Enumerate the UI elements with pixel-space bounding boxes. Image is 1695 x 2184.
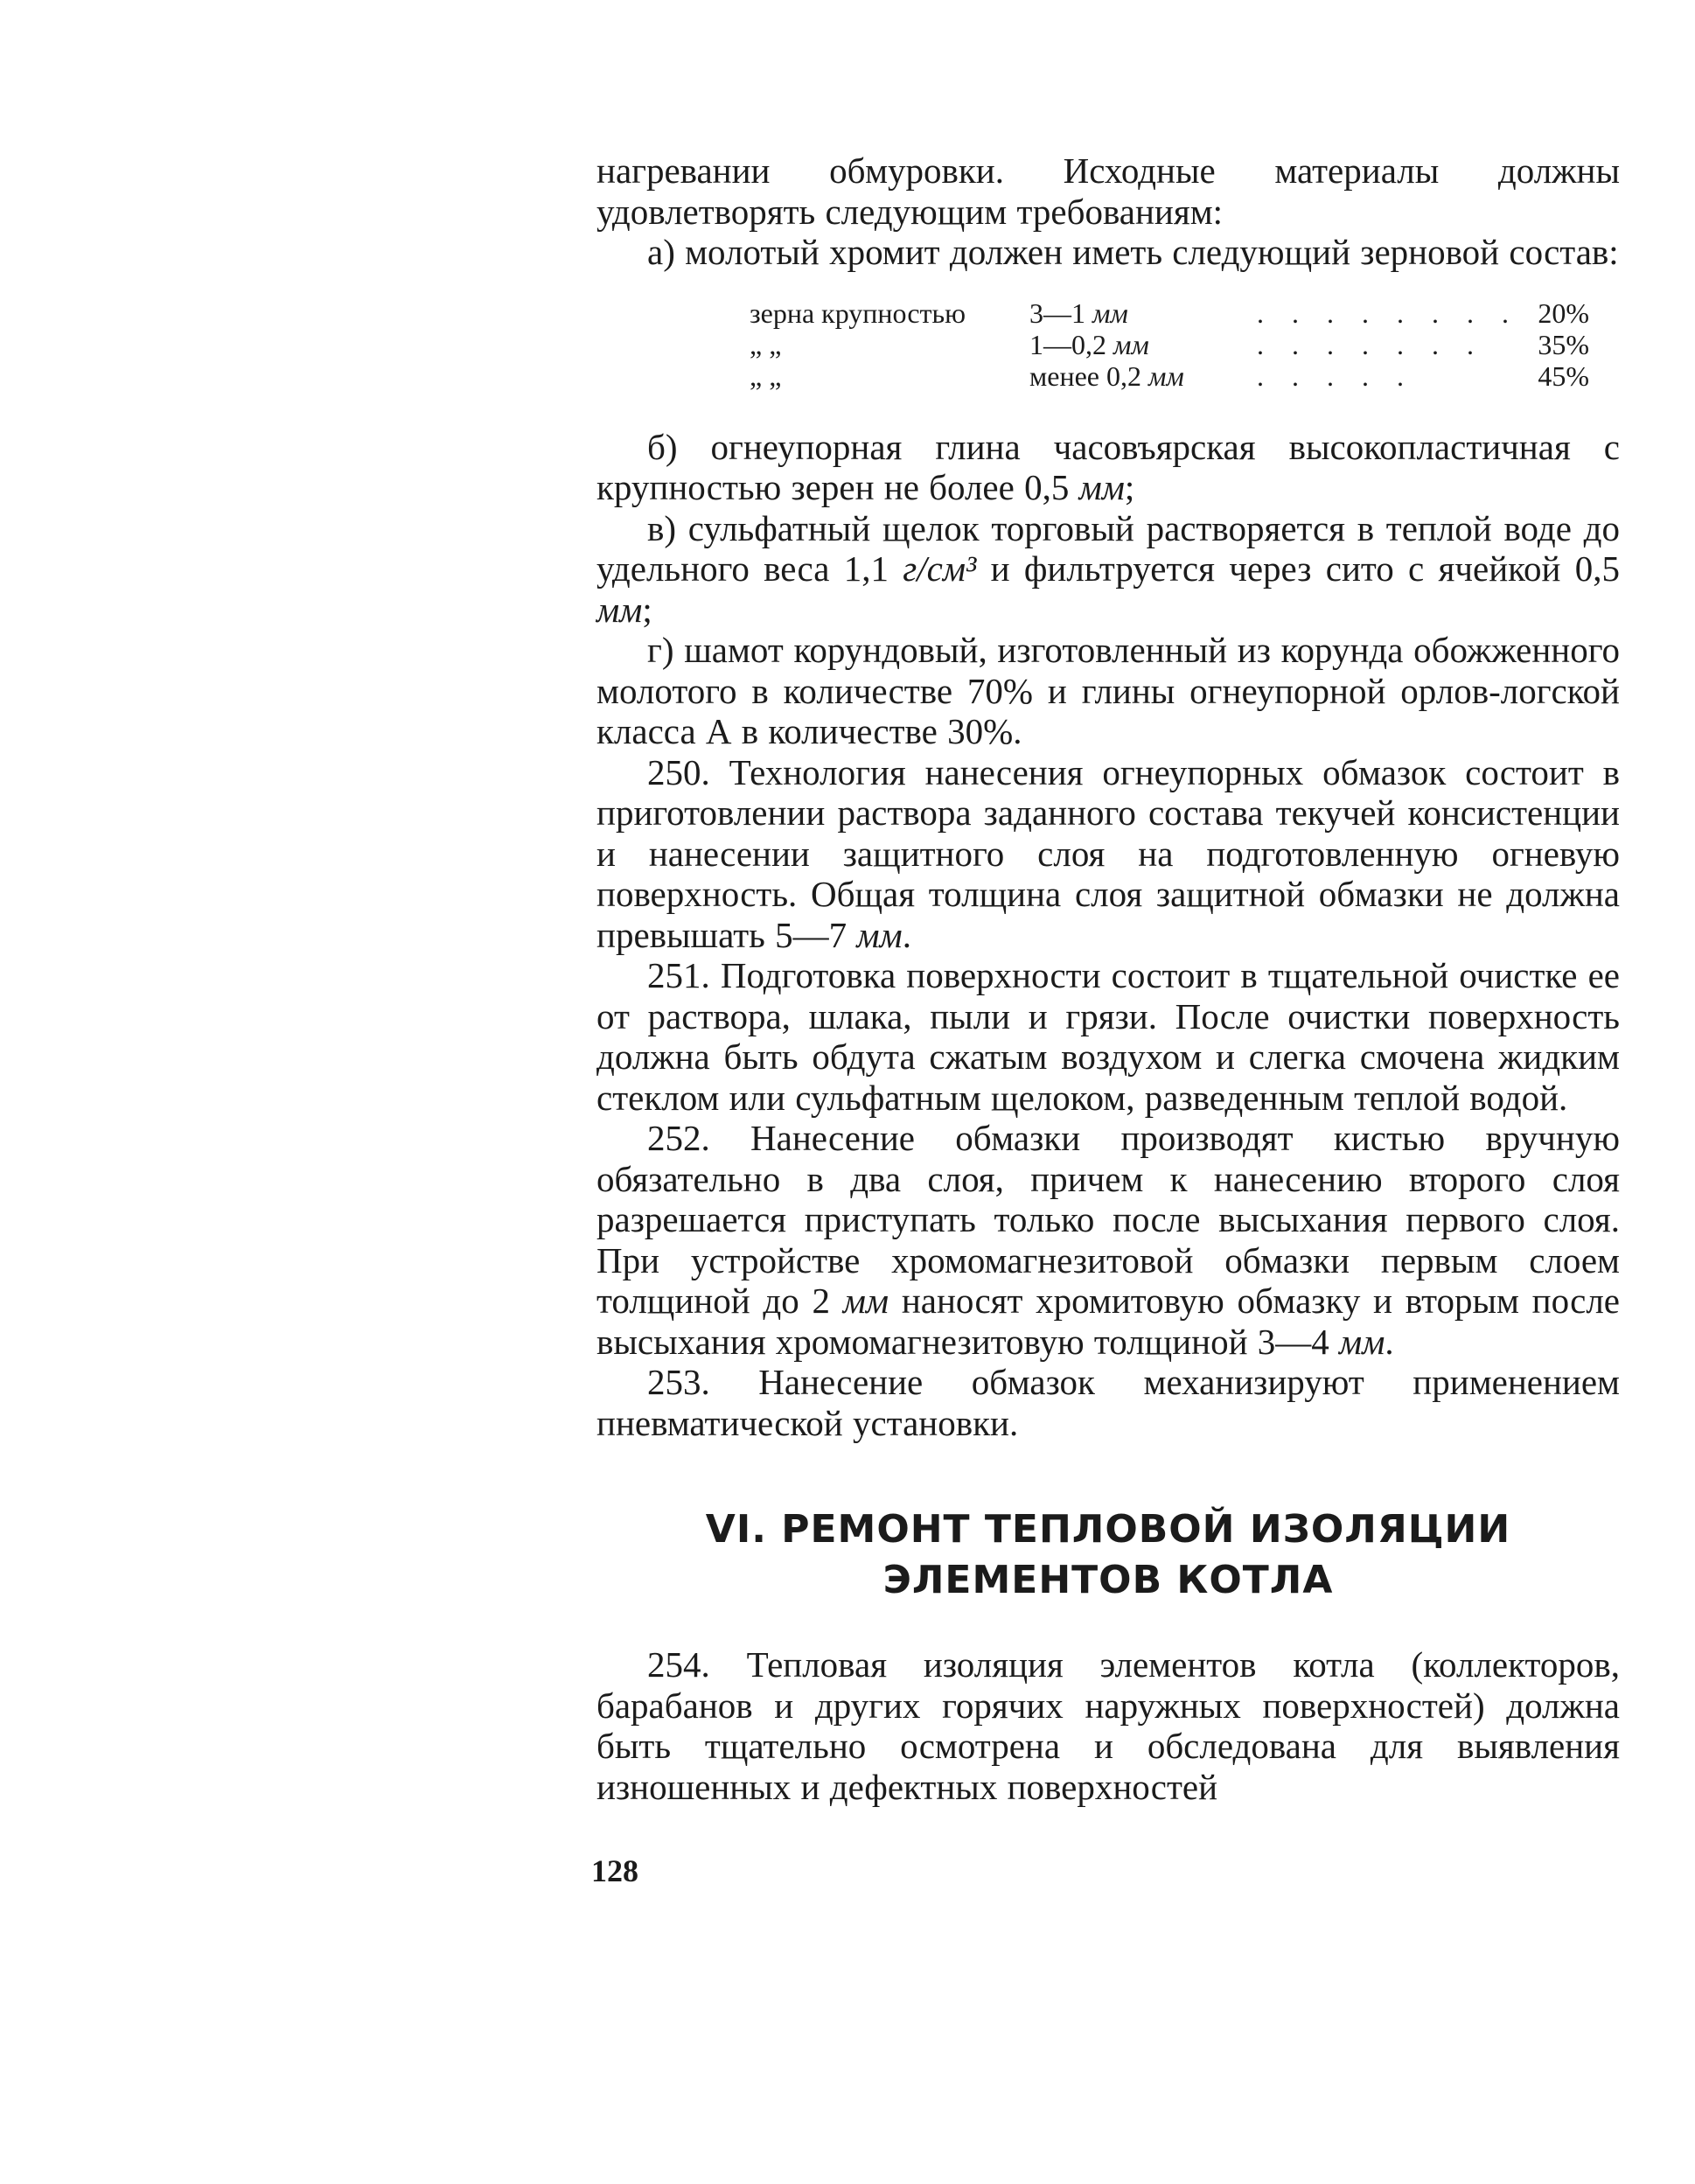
grain-row-size-value: менее 0,2 (1029, 359, 1141, 392)
grain-table-row (750, 360, 1589, 392)
item-v-text-2: и фильтруется через сито с ячейкой 0,5 (990, 548, 1620, 589)
paragraph-252-end: . (1385, 1321, 1394, 1362)
paragraph-253 (596, 1362, 1620, 1443)
grain-row-label: зерна крупностью (750, 297, 966, 329)
grain-table-row (750, 329, 1589, 360)
grain-row-leader-dots: . . . . . . . . (1257, 297, 1519, 329)
section-heading-line-2: ЭЛЕМЕНТОВ КОТЛА (882, 1558, 1334, 1602)
intro-text: нагревании обмуровки. Исходные материалы должны удовлетворять следующим требованиям: (596, 150, 1620, 232)
item-g-paragraph (596, 630, 1620, 752)
page-number: 128 (591, 1853, 638, 1888)
item-b-end: ; (1124, 467, 1135, 507)
grain-row-size-value: 3—1 (1029, 297, 1085, 329)
grain-row-percent: 45% (1538, 359, 1589, 392)
paragraph-250-unit: мм (856, 914, 903, 955)
item-b-paragraph (596, 427, 1620, 508)
grain-row-size (1029, 329, 1257, 360)
paragraph-254 (596, 1644, 1620, 1807)
grain-row-unit: мм (1147, 359, 1184, 392)
paragraph-252-unit-2: мм (1339, 1321, 1385, 1362)
grain-row-label: „ „ (750, 328, 782, 360)
paragraph-250-text: 250. Технология нанесения огнеупорных обмазок состоит в приготовлении раствора заданного состава текучей консистенции и нанесении защитного слоя на подготовленную огневую поверхность. Общая толщина слоя защитной обмазки не должна превышать 5—7 (596, 751, 1620, 955)
paragraph-251 (596, 955, 1620, 1118)
paragraph-251-text: 251. Подготовка поверхности состоит в тщательной очистке ее от раствора, шлака, пыли и грязи. После очистки поверхность должна быть обдута сжатым воздухом и слегка смочена жидким стеклом или сульфатным щелоком, разведенным теплой водой. (596, 955, 1620, 1118)
grain-row-size (1029, 360, 1257, 392)
paragraph-254-text: 254. Тепловая изоляция элементов котла (коллекторов, барабанов и других горячих наружных поверхностей) должна быть тщательно осмотрена и обследована для выявления изношенных и дефектных поверхностей (596, 1644, 1620, 1807)
item-a-text: а) молотый хромит должен иметь следующий зерновой состав: (647, 232, 1619, 272)
grain-row-percent: 20% (1538, 297, 1589, 329)
paragraph-252-text-1: 252. Нанесение обмазки производят кистью вручную обязательно в два слоя, причем к нанесению второго слоя разрешается приступать только после высыхания первого слоя. При устройстве хромомагнезитовой обмазки первым слоем толщиной до 2 (596, 1118, 1620, 1321)
item-v-unit-2: мм (596, 589, 643, 630)
grain-row-unit: мм (1092, 297, 1128, 329)
grain-composition-table (750, 297, 1589, 392)
grain-row-size-value: 1—0,2 (1029, 328, 1106, 360)
grain-row-leader-dots: . . . . . . . (1257, 328, 1484, 360)
grain-row-percent: 35% (1538, 328, 1589, 360)
paragraph-252-text-2: наносят хромитовую обмазку и вторым после высыхания хромомагнезитовую толщиной 3—4 (596, 1280, 1620, 1362)
section-heading-line-1: VI. РЕМОНТ ТЕПЛОВОЙ ИЗОЛЯЦИИ (705, 1507, 1511, 1552)
paragraph-250 (596, 752, 1620, 956)
text-column (596, 150, 1620, 1807)
item-v-end: ; (642, 589, 652, 630)
item-g-text: г) шамот корундовый, изготовленный из корунда обожженного молотого в количестве 70% и глины огнеупорной орлов-логской класса А в количестве 30%. (596, 630, 1620, 751)
paragraph-252 (596, 1118, 1620, 1362)
section-heading (596, 1504, 1620, 1606)
paragraph-252-unit-1: мм (842, 1280, 889, 1321)
intro-paragraph (596, 150, 1620, 232)
item-b-text: б) огнеупорная глина часовъярская высокопластичная с крупностью зерен не более 0,5 (596, 426, 1620, 507)
grain-row-leader-dots: . . . . . (1257, 359, 1414, 392)
item-v-paragraph (596, 508, 1620, 631)
grain-row-unit: мм (1113, 328, 1149, 360)
grain-row-size (1029, 297, 1257, 329)
item-b-unit: мм (1078, 467, 1125, 507)
paragraph-250-end: . (902, 914, 911, 955)
item-v-text-1: в) сульфатный щелок торговый растворяется в теплой воде до удельного веса 1,1 (596, 507, 1620, 589)
grain-table-row (750, 297, 1589, 329)
paragraph-253-text: 253. Нанесение обмазок механизируют применением пневматической установки. (596, 1362, 1620, 1443)
item-v-unit-1: г/см³ (903, 548, 977, 589)
grain-row-label: „ „ (750, 359, 782, 392)
item-a-paragraph (596, 232, 1620, 273)
